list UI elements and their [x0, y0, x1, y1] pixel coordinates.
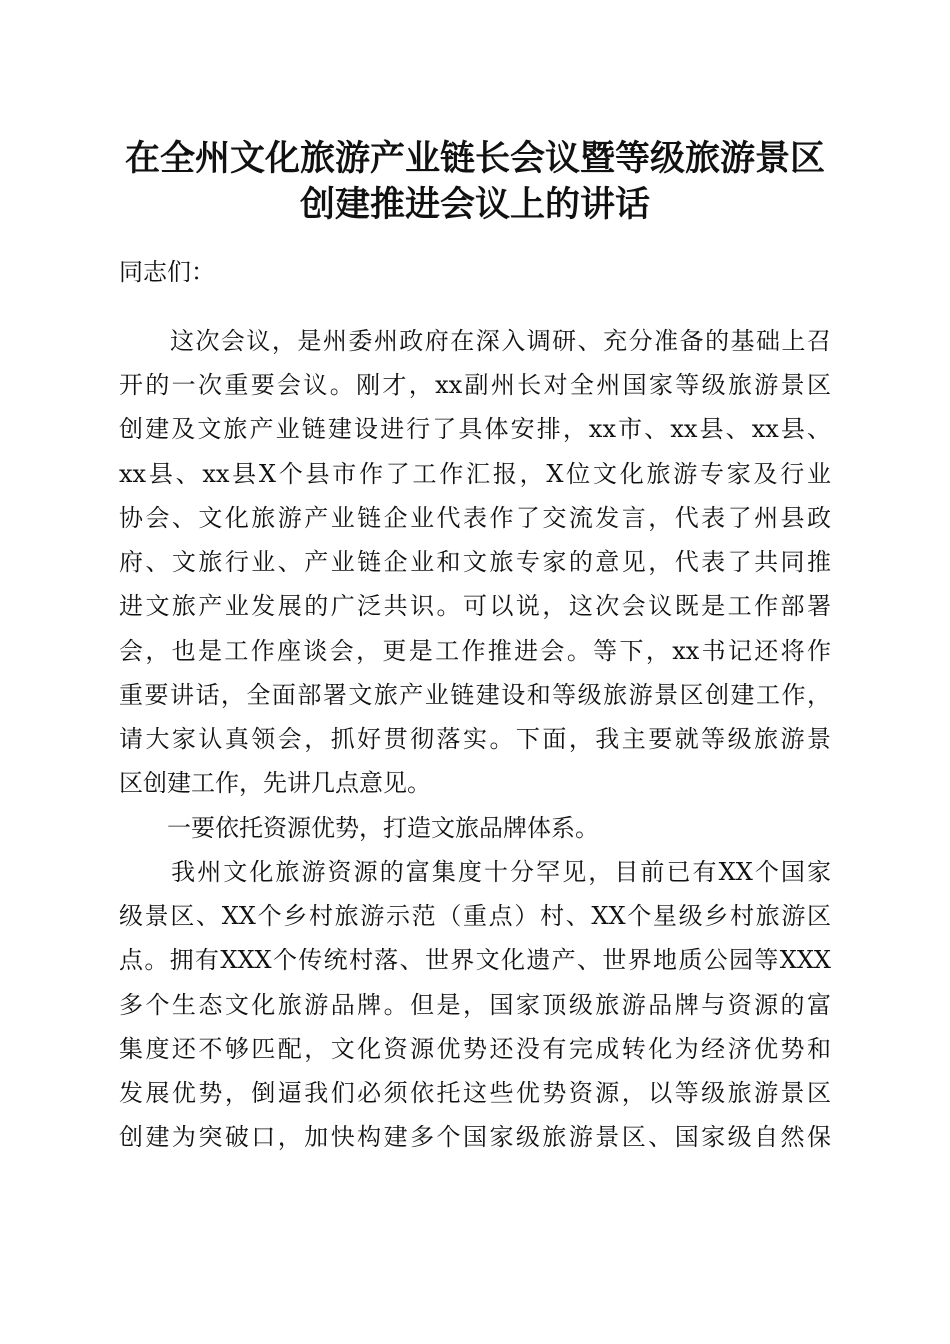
body-line: 区创建工作，先讲几点意见。 [119, 769, 431, 797]
body-line: 发展优势，倒逼我们必须依托这些优势资源，以等级旅游景区 [119, 1079, 831, 1107]
body-line: xx县、xx县X个县市作了工作汇报，X位文化旅游专家及行业 [119, 460, 831, 488]
salutation: 同志们： [119, 258, 215, 286]
body-line: 府、文旅行业、产业链企业和文旅专家的意见，代表了共同推 [119, 548, 831, 576]
body-line: 协会、文化旅游产业链企业代表作了交流发言，代表了州县政 [119, 504, 831, 532]
body-line: 集度还不够匹配，文化资源优势还没有完成转化为经济优势和 [119, 1035, 831, 1063]
body-line: 这次会议，是州委州政府在深入调研、充分准备的基础上召 [119, 327, 831, 355]
body-line: 重要讲话，全面部署文旅产业链建设和等级旅游景区创建工作， [119, 681, 831, 709]
body-line: 创建为突破口，加快构建多个国家级旅游景区、国家级自然保 [119, 1123, 831, 1151]
document-title-line-2: 创建推进会议上的讲话 [299, 184, 650, 225]
body-line: 请大家认真领会，抓好贯彻落实。下面，我主要就等级旅游景 [119, 725, 831, 753]
body-line: 点。拥有XXX个传统村落、世界文化遗产、世界地质公园等XXX [119, 946, 831, 974]
body-line: 开的一次重要会议。刚才，xx副州长对全州国家等级旅游景区 [119, 371, 831, 399]
document-title-line-1: 在全州文化旅游产业链长会议暨等级旅游景区 [124, 138, 825, 179]
body-line: 创建及文旅产业链建设进行了具体安排，xx市、xx县、xx县、 [119, 415, 831, 443]
body-line: 多个生态文化旅游品牌。但是，国家顶级旅游品牌与资源的富 [119, 991, 831, 1019]
body-line: 进文旅产业发展的广泛共识。可以说，这次会议既是工作部署 [119, 592, 831, 620]
body-line: 会，也是工作座谈会，更是工作推进会。等下，xx书记还将作 [119, 637, 831, 665]
body-line: 我州文化旅游资源的富集度十分罕见，目前已有XX个国家 [119, 858, 831, 886]
section-heading: 一要依托资源优势，打造文旅品牌体系。 [119, 814, 599, 842]
body-line: 级景区、XX个乡村旅游示范（重点）村、XX个星级乡村旅游区 [119, 902, 831, 930]
